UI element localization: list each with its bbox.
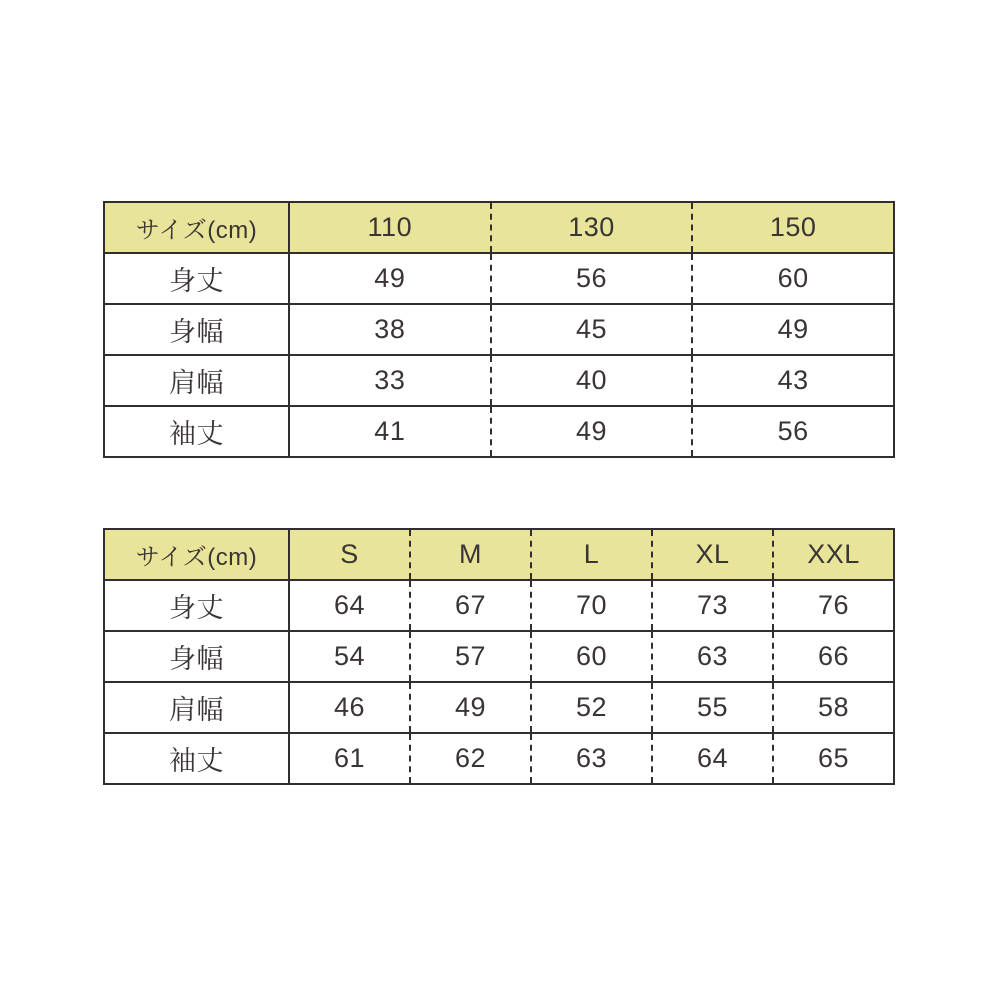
row-label: 身丈 <box>104 580 289 631</box>
table-row <box>104 580 894 631</box>
cell-value: 60 <box>692 253 894 304</box>
column-header: XL <box>652 529 773 580</box>
cell-value: 60 <box>531 631 652 682</box>
header-row <box>104 529 894 580</box>
cell-value: 49 <box>289 253 491 304</box>
cell-value: 43 <box>692 355 894 406</box>
cell-value: 33 <box>289 355 491 406</box>
row-label: 身幅 <box>104 631 289 682</box>
cell-value: 49 <box>692 304 894 355</box>
column-header: 110 <box>289 202 491 253</box>
table-row <box>104 304 894 355</box>
cell-value: 62 <box>410 733 531 784</box>
cell-value: 61 <box>289 733 410 784</box>
row-label: 袖丈 <box>104 733 289 784</box>
column-header: 150 <box>692 202 894 253</box>
cell-value: 64 <box>289 580 410 631</box>
cell-value: 49 <box>410 682 531 733</box>
column-header: M <box>410 529 531 580</box>
cell-value: 63 <box>652 631 773 682</box>
row-label: 身丈 <box>104 253 289 304</box>
column-header: 130 <box>491 202 693 253</box>
size-table-adult <box>103 528 895 785</box>
size-unit-header: サイズ(cm) <box>104 529 289 580</box>
table-row <box>104 406 894 457</box>
row-label: 身幅 <box>104 304 289 355</box>
cell-value: 40 <box>491 355 693 406</box>
column-header: S <box>289 529 410 580</box>
cell-value: 70 <box>531 580 652 631</box>
row-label: 肩幅 <box>104 355 289 406</box>
cell-value: 41 <box>289 406 491 457</box>
cell-value: 55 <box>652 682 773 733</box>
row-label: 袖丈 <box>104 406 289 457</box>
cell-value: 58 <box>773 682 894 733</box>
table-row <box>104 253 894 304</box>
table-row <box>104 355 894 406</box>
column-header: L <box>531 529 652 580</box>
cell-value: 45 <box>491 304 693 355</box>
row-label: 肩幅 <box>104 682 289 733</box>
cell-value: 63 <box>531 733 652 784</box>
cell-value: 54 <box>289 631 410 682</box>
cell-value: 38 <box>289 304 491 355</box>
cell-value: 65 <box>773 733 894 784</box>
cell-value: 49 <box>491 406 693 457</box>
cell-value: 73 <box>652 580 773 631</box>
cell-value: 52 <box>531 682 652 733</box>
cell-value: 56 <box>692 406 894 457</box>
table-row <box>104 733 894 784</box>
cell-value: 46 <box>289 682 410 733</box>
cell-value: 67 <box>410 580 531 631</box>
cell-value: 66 <box>773 631 894 682</box>
cell-value: 56 <box>491 253 693 304</box>
column-header: XXL <box>773 529 894 580</box>
header-row <box>104 202 894 253</box>
size-table-kids <box>103 201 895 458</box>
table-row <box>104 631 894 682</box>
size-unit-header: サイズ(cm) <box>104 202 289 253</box>
cell-value: 76 <box>773 580 894 631</box>
cell-value: 57 <box>410 631 531 682</box>
table-row <box>104 682 894 733</box>
cell-value: 64 <box>652 733 773 784</box>
